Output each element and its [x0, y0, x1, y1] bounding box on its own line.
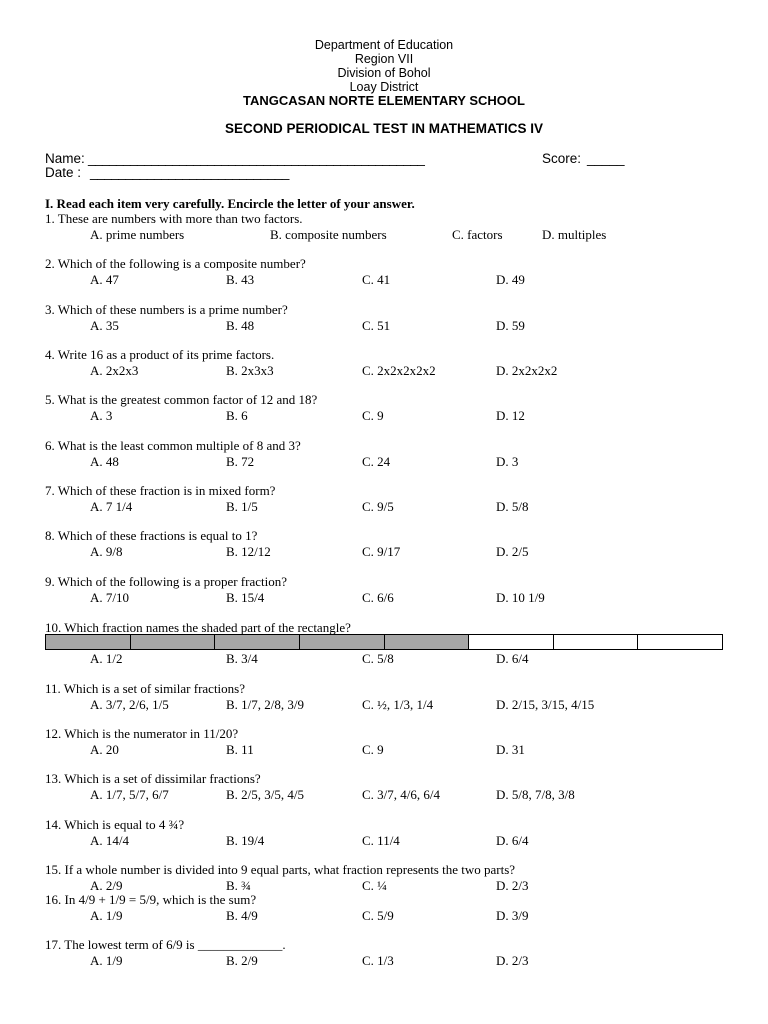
- date-field[interactable]: ____________________________: [90, 165, 290, 180]
- option-a[interactable]: A. 7 1/4: [90, 499, 133, 514]
- option-c[interactable]: C. 9/5: [362, 499, 394, 514]
- option-a[interactable]: A. 7/10: [90, 590, 129, 605]
- option-a[interactable]: A. 20: [90, 742, 119, 757]
- option-c[interactable]: C. 9/17: [362, 544, 401, 559]
- option-d[interactable]: D. 31: [496, 742, 525, 757]
- option-b[interactable]: B. 11: [226, 742, 254, 757]
- option-a[interactable]: A. 9/8: [90, 544, 123, 559]
- shaded-part: [300, 635, 385, 649]
- option-c[interactable]: C. 5/9: [362, 908, 394, 923]
- option-b[interactable]: B. 72: [226, 454, 255, 469]
- option-b[interactable]: B. 2/9: [226, 953, 258, 968]
- question-text: 1. These are numbers with more than two factors.: [45, 211, 303, 226]
- question-text: 2. Which of the following is a composite number?: [45, 256, 306, 271]
- option-d[interactable]: D. 6/4: [496, 651, 529, 666]
- option-c[interactable]: C. 51: [362, 318, 391, 333]
- option-d[interactable]: D. 10 1/9: [496, 590, 545, 605]
- option-a[interactable]: A. 14/4: [90, 833, 129, 848]
- option-c[interactable]: C. 2x2x2x2x2: [362, 363, 436, 378]
- unshaded-part: [554, 635, 639, 649]
- option-d[interactable]: D. 6/4: [496, 833, 529, 848]
- option-a[interactable]: A. 48: [90, 454, 119, 469]
- question-text: 6. What is the least common multiple of 8 and 3?: [45, 438, 301, 453]
- option-b[interactable]: B. 15/4: [226, 590, 265, 605]
- option-b[interactable]: B. 2x3x3: [226, 363, 274, 378]
- option-a[interactable]: A. prime numbers: [90, 227, 185, 242]
- option-a[interactable]: A. 3: [90, 408, 113, 423]
- option-b[interactable]: B. 19/4: [226, 833, 265, 848]
- region-heading: Region VII: [354, 52, 414, 66]
- option-a[interactable]: A. 2/9: [90, 878, 123, 893]
- option-d[interactable]: D. 5/8, 7/8, 3/8: [496, 787, 575, 802]
- option-a[interactable]: A. 35: [90, 318, 119, 333]
- option-c[interactable]: C. 5/8: [362, 651, 394, 666]
- option-c[interactable]: C. 11/4: [362, 833, 400, 848]
- test-title: SECOND PERIODICAL TEST IN MATHEMATICS IV: [224, 121, 543, 136]
- question-text: 14. Which is equal to 4 ¾?: [45, 817, 185, 832]
- division-heading: Division of Bohol: [337, 66, 431, 80]
- shaded-part: [46, 635, 131, 649]
- option-a[interactable]: A. 1/2: [90, 651, 123, 666]
- option-c[interactable]: C. 9: [362, 408, 384, 423]
- option-b[interactable]: B. ¾: [226, 878, 251, 893]
- option-d[interactable]: D. multiples: [542, 227, 607, 242]
- option-b[interactable]: B. 1/7, 2/8, 3/9: [226, 697, 305, 712]
- option-b[interactable]: B. 43: [226, 272, 255, 287]
- question-text: 3. Which of these numbers is a prime number?: [45, 302, 288, 317]
- department-heading: Department of Education: [314, 38, 454, 52]
- question-text: 12. Which is the numerator in 11/20?: [45, 726, 239, 741]
- option-d[interactable]: D. 12: [496, 408, 525, 423]
- shaded-part: [215, 635, 300, 649]
- option-d[interactable]: D. 2/3: [496, 878, 529, 893]
- question-text: 13. Which is a set of dissimilar fractions?: [45, 771, 261, 786]
- question-text: 10. Which fraction names the shaded part of the rectangle?: [45, 620, 351, 635]
- option-a[interactable]: A. 1/9: [90, 908, 123, 923]
- option-d[interactable]: D. 2/3: [496, 953, 529, 968]
- option-b[interactable]: B. 6: [226, 408, 248, 423]
- question-text: 7. Which of these fraction is in mixed form?: [45, 483, 276, 498]
- option-d[interactable]: D. 3/9: [496, 908, 529, 923]
- option-d[interactable]: D. 2/5: [496, 544, 529, 559]
- question-text: 4. Write 16 as a product of its prime factors.: [45, 347, 275, 362]
- option-a[interactable]: A. 3/7, 2/6, 1/5: [90, 697, 169, 712]
- option-c[interactable]: C. 1/3: [362, 953, 394, 968]
- unshaded-part: [469, 635, 554, 649]
- option-b[interactable]: B. 3/4: [226, 651, 258, 666]
- option-c[interactable]: C. ½, 1/3, 1/4: [362, 697, 434, 712]
- option-c[interactable]: C. 9: [362, 742, 384, 757]
- fraction-rectangle: [45, 634, 723, 650]
- question-text: 11. Which is a set of similar fractions?: [45, 681, 246, 696]
- option-c[interactable]: C. 6/6: [362, 590, 394, 605]
- option-b[interactable]: B. 12/12: [226, 544, 271, 559]
- option-a[interactable]: A. 2x2x3: [90, 363, 139, 378]
- question-text: 15. If a whole number is divided into 9 equal parts, what fraction represents the two parts?: [45, 862, 516, 877]
- question-text: 17. The lowest term of 6/9 is _____________.: [45, 937, 286, 952]
- question-text: 8. Which of these fractions is equal to 1?: [45, 528, 258, 543]
- school-name: TANGCASAN NORTE ELEMENTARY SCHOOL: [243, 93, 525, 108]
- option-a[interactable]: A. 1/7, 5/7, 6/7: [90, 787, 169, 802]
- option-b[interactable]: B. 2/5, 3/5, 4/5: [226, 787, 305, 802]
- name-field[interactable]: ________________________________________________: [88, 151, 425, 166]
- option-a[interactable]: A. 1/9: [90, 953, 123, 968]
- option-d[interactable]: D. 49: [496, 272, 525, 287]
- option-d[interactable]: D. 5/8: [496, 499, 529, 514]
- unshaded-part: [638, 635, 722, 649]
- option-a[interactable]: A. 47: [90, 272, 119, 287]
- option-c[interactable]: C. factors: [452, 227, 503, 242]
- option-c[interactable]: C. 3/7, 4/6, 6/4: [362, 787, 441, 802]
- question-text: 9. Which of the following is a proper fraction?: [45, 574, 287, 589]
- option-d[interactable]: D. 2x2x2x2: [496, 363, 558, 378]
- name-label: Name:: [45, 151, 85, 166]
- option-c[interactable]: C. 24: [362, 454, 391, 469]
- instructions: I. Read each item very carefully. Encircle the letter of your answer.: [45, 196, 415, 211]
- option-d[interactable]: D. 2/15, 3/15, 4/15: [496, 697, 595, 712]
- shaded-part: [131, 635, 216, 649]
- shaded-part: [385, 635, 470, 649]
- question-text: 5. What is the greatest common factor of 12 and 18?: [45, 392, 318, 407]
- question-text: 16. In 4/9 + 1/9 = 5/9, which is the sum?: [45, 892, 257, 907]
- option-b[interactable]: B. 1/5: [226, 499, 258, 514]
- date-label: Date :: [45, 165, 82, 180]
- option-c[interactable]: C. 41: [362, 272, 391, 287]
- option-b[interactable]: B. 4/9: [226, 908, 258, 923]
- option-c[interactable]: C. ¼: [362, 878, 387, 893]
- score-field[interactable]: _____: [587, 151, 625, 166]
- district-heading: Loay District: [349, 80, 419, 94]
- option-b[interactable]: B. composite numbers: [270, 227, 387, 242]
- option-d[interactable]: D. 3: [496, 454, 519, 469]
- option-d[interactable]: D. 59: [496, 318, 525, 333]
- score-label: Score:: [542, 151, 582, 166]
- option-b[interactable]: B. 48: [226, 318, 255, 333]
